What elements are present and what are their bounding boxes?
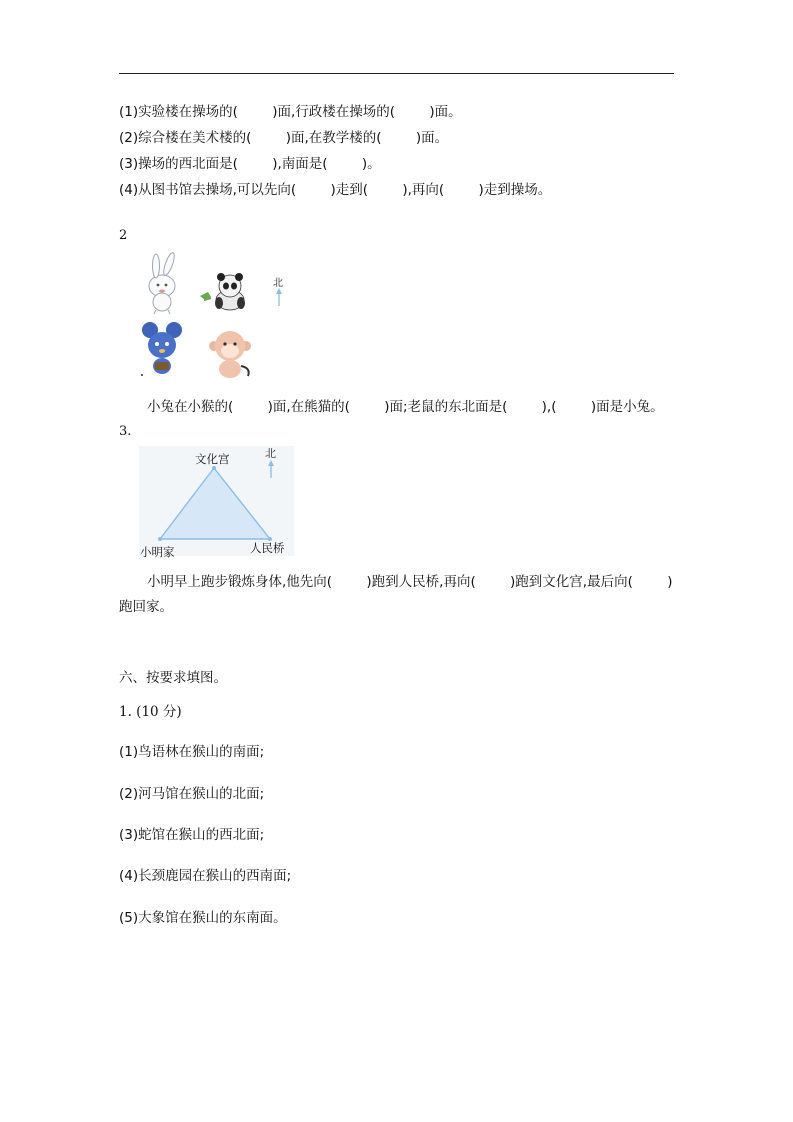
section6-item-5: (5)大象馆在猴山的东南面。 bbox=[119, 910, 287, 926]
q3-route-diagram bbox=[137, 444, 297, 564]
rabbit-icon bbox=[149, 252, 176, 314]
q3-text-line-1: 小明早上跑步锻炼身体,他先向( )跑到人民桥,再向( )跑到文化宫,最后向( ) bbox=[147, 574, 673, 590]
q2-text: 小兔在小猴的( )面,在熊猫的( )面;老鼠的东北面是( ),( )面是小兔。 bbox=[147, 399, 664, 415]
q1-line-4: (4)从图书馆去操场,可以先向( )走到( ),再向( )走到操场。 bbox=[119, 182, 552, 198]
top-rule bbox=[119, 73, 674, 74]
q1-line-2: (2)综合楼在美术楼的( )面,在教学楼的( )面。 bbox=[119, 130, 449, 146]
monkey-icon bbox=[209, 331, 251, 378]
label-xiaoming-home: 小明家 bbox=[140, 545, 175, 559]
section6-item-4: (4)长颈鹿园在猴山的西南面; bbox=[119, 868, 292, 884]
q2-number: 2 bbox=[119, 228, 128, 243]
label-people-bridge: 人民桥 bbox=[250, 541, 285, 555]
panda-icon bbox=[200, 273, 245, 310]
north-label: 北 bbox=[273, 278, 283, 289]
q1-line-1: (1)实验楼在操场的( )面,行政楼在操场的( )面。 bbox=[119, 104, 462, 120]
north-arrow-icon bbox=[276, 288, 282, 306]
q3-number: 3. bbox=[119, 424, 132, 439]
q2-animal-diagram bbox=[140, 248, 300, 383]
section6-q1-title: 1. (10 分) bbox=[119, 704, 182, 720]
q1-line-3: (3)操场的西北面是( ),南面是( )。 bbox=[119, 156, 381, 172]
section6-item-1: (1)鸟语林在猴山的南面; bbox=[119, 744, 265, 760]
section6-item-3: (3)蛇馆在猴山的西北面; bbox=[119, 827, 265, 843]
section6-heading: 六、按要求填图。 bbox=[119, 670, 227, 686]
q3-text-line-2: 跑回家。 bbox=[119, 599, 173, 615]
mouse-icon bbox=[142, 322, 182, 374]
north-label: 北 bbox=[265, 447, 276, 460]
section6-item-2: (2)河马馆在猴山的北面; bbox=[119, 786, 265, 802]
label-cultural-palace: 文化宫 bbox=[195, 452, 230, 466]
